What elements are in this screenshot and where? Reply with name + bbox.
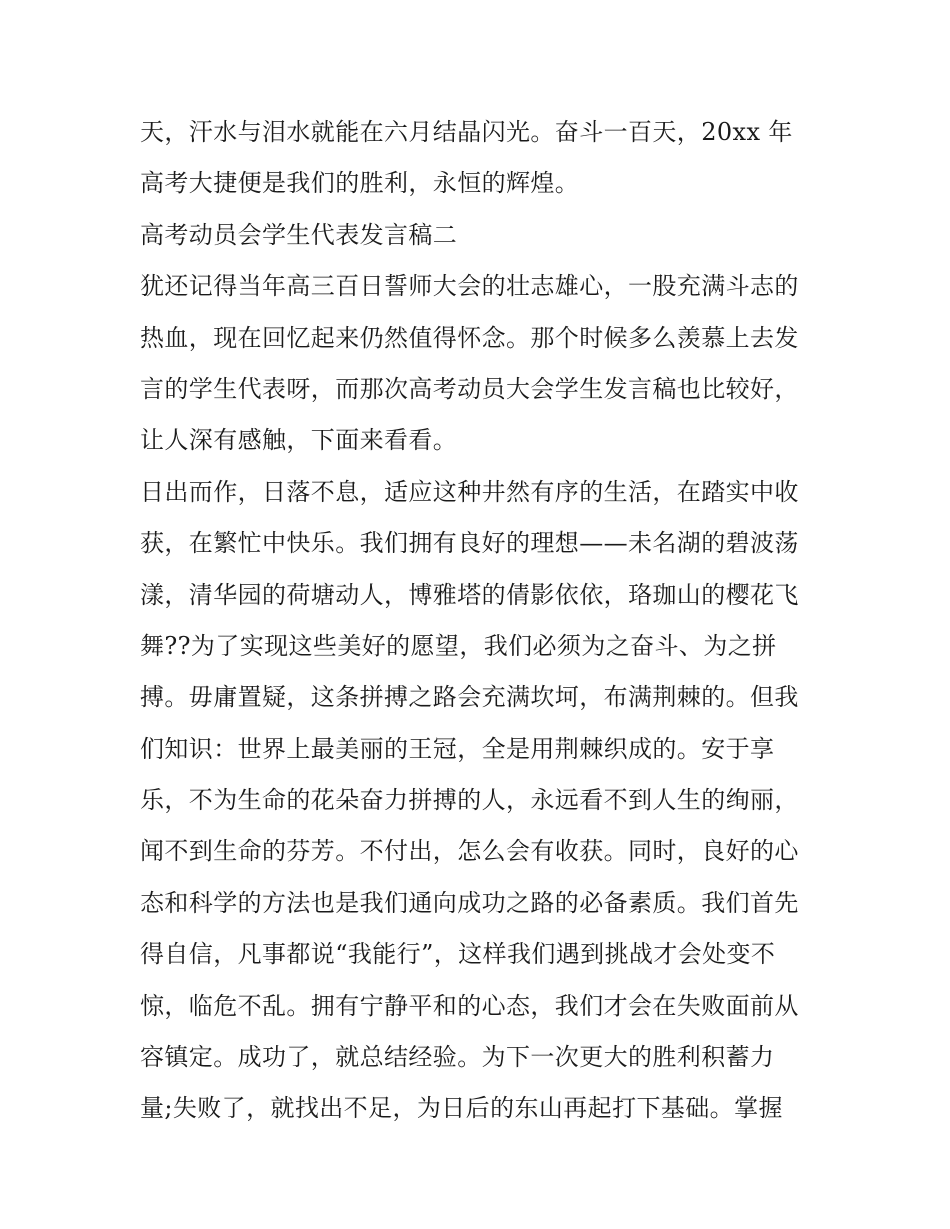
- section-heading: 高考动员会学生代表发言稿二: [140, 220, 458, 249]
- text-line: 搏。毋庸置疑，这条拼搏之路会充满坎坷，布满荆棘的。但我: [140, 683, 799, 712]
- text-line: 得自信，凡事都说“我能行”，这样我们遇到挑战才会处变不: [140, 940, 776, 969]
- text-line: 态和科学的方法也是我们通向成功之路的必备素质。我们首先: [140, 888, 799, 917]
- text-line: 热血，现在回忆起来仍然值得怀念。那个时候多么羡慕上去发: [140, 323, 799, 352]
- text-line: 量;失败了，就找出不足，为日后的东山再起打下基础。掌握: [140, 1094, 783, 1123]
- text-line: 获，在繁忙中快乐。我们拥有良好的理想——未名湖的碧波荡: [140, 529, 799, 558]
- text-line: 惊，临危不乱。拥有宁静平和的心态，我们才会在失败面前从: [140, 991, 799, 1020]
- text-line: 让人深有感触，下面来看看。: [140, 426, 458, 455]
- text-line: 日出而作，日落不息，适应这种井然有序的生活，在踏实中收: [140, 477, 799, 506]
- text-line: 闻不到生命的芬芳。不付出，怎么会有收获。同时，良好的心: [140, 837, 799, 866]
- text-line: 言的学生代表呀，而那次高考动员大会学生发言稿也比较好，: [140, 374, 799, 403]
- text-line: 们知识：世界上最美丽的王冠，全是用荆棘织成的。安于享: [140, 734, 775, 763]
- text-line: 犹还记得当年高三百日誓师大会的壮志雄心，一股充满斗志的: [140, 272, 799, 301]
- text-line: 高考大捷便是我们的胜利，永恒的辉煌。: [140, 169, 580, 198]
- text-line: 乐，不为生命的花朵奋力拼搏的人，永远看不到人生的绚丽，: [140, 786, 799, 815]
- text-line: 舞??为了实现这些美好的愿望，我们必须为之奋斗、为之拼: [140, 631, 777, 660]
- text-line: 天，汗水与泪水就能在六月结晶闪光。奋斗一百天，20xx 年: [140, 118, 793, 146]
- text-line: 容镇定。成功了，就总结经验。为下一次更大的胜利积蓄力: [140, 1043, 775, 1072]
- document-body: [140, 107, 812, 1135]
- text-line: 漾，清华园的荷塘动人，博雅塔的倩影依依，珞珈山的樱花飞: [140, 580, 799, 609]
